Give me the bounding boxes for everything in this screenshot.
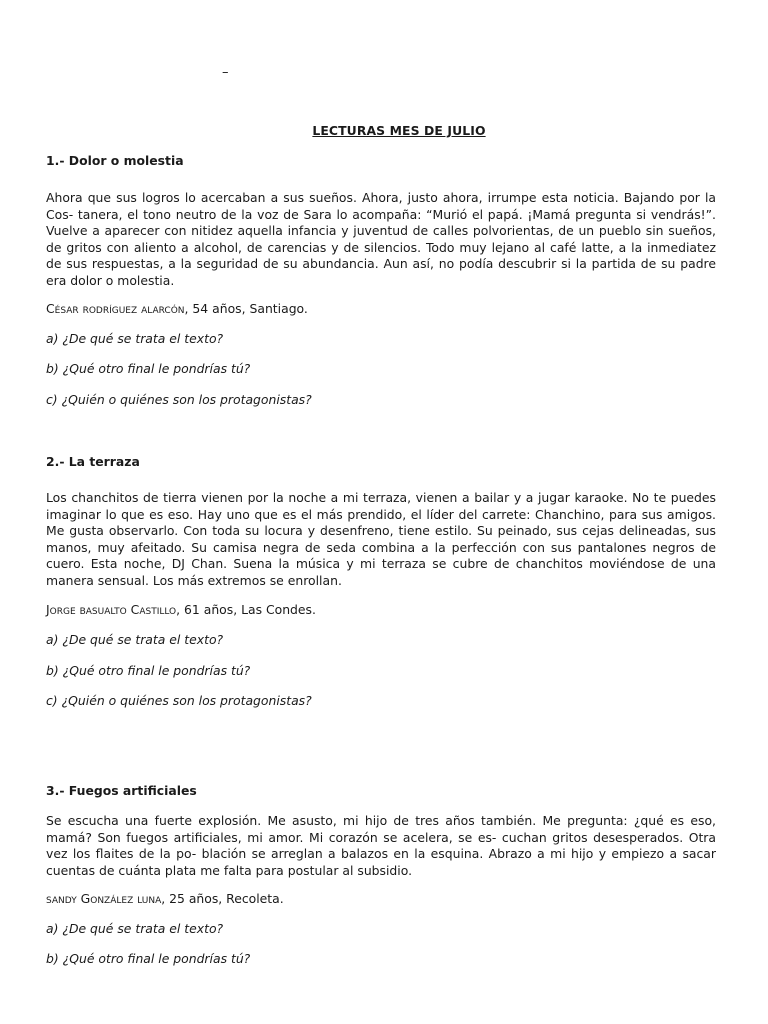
section-1-question-a: a) ¿De qué se trata el texto? (46, 331, 224, 346)
section-1-author-name: César rodríguez alarcón (46, 301, 185, 316)
section-2-author-name: Jorge basualto Castillo (46, 602, 177, 617)
document-title: LECTURAS MES DE JULIO (312, 123, 486, 138)
section-3-question-a: a) ¿De qué se trata el texto? (46, 921, 224, 936)
section-2-body: Los chanchitos de tierra vienen por la noche a mi terraza, vienen a bailar y a jugar karaoke. No te puedes imaginar lo que es eso. Hay uno que es el más prendido, el líder del carrete: Chanchino, para sus amigos. Me gusta observarlo. Con toda su locura y desenfreno, tiene estilo. Su peinado, sus cejas delineadas, sus manos, muy afeitado. Su camisa negra de seda combina a la perfección con sus pantalones negros de cuero. Esta noche, DJ Chan. Suena la música y mi terraza se cubre de chanchitos moviéndose de una manera sensual. Los más extremos se enrollan. (46, 490, 716, 588)
section-3-question-b: b) ¿Qué otro final le pondrías tú? (46, 951, 251, 966)
section-3-author-name: sandy González luna (46, 891, 162, 906)
section-2-question-b: b) ¿Qué otro final le pondrías tú? (46, 663, 251, 678)
section-3-body: Se escucha una fuerte explosión. Me asusto, mi hijo de tres años también. Me pregunta: ¿qué es eso, mamá? Son fuegos artificiales, mi amor. Mi corazón se acelera, se es- cuchan gritos desesperados. Otra vez los flaites de la po- blación se arreglan a balazos en la esquina. Abrazo a mi hijo y empiezo a sacar cuentas de cuánta plata me falta para postular al subsidio. (46, 813, 716, 878)
document-page (46, 0, 716, 1024)
section-2-question-c: c) ¿Quién o quiénes son los protagonistas? (46, 693, 312, 708)
section-3-author (46, 891, 284, 907)
section-1-question-c: c) ¿Quién o quiénes son los protagonistas? (46, 392, 312, 407)
stray-dash-mark: – (222, 65, 229, 80)
section-2-author (46, 602, 316, 618)
section-1-body: Ahora que sus logros lo acercaban a sus sueños. Ahora, justo ahora, irrumpe esta noticia. Bajando por la Cos- tanera, el tono neutro de la voz de Sara lo acompaña: “Murió el papá. ¡Mamá pregunta si vendrás!”. Vuelve a aparecer con nitidez aquella infancia y juventud de calles polvorientas, de un pueblo sin sueños, de gritos con aliento a alcohol, de carencias y de silencios. Todo muy lejano al café latte, a la inmediatez de sus respuestas, a la seguridad de su abundancia. Aun así, no podía descubrir si la partida de su padre era dolor o molestia. (46, 190, 716, 288)
section-2-author-details: , 61 años, Las Condes. (176, 602, 316, 617)
section-3-heading: 3.- Fuegos artificiales (46, 783, 197, 798)
section-1-question-b: b) ¿Qué otro final le pondrías tú? (46, 361, 251, 376)
section-2-question-a: a) ¿De qué se trata el texto? (46, 632, 224, 647)
section-2-heading: 2.- La terraza (46, 454, 140, 469)
section-1-author-details: , 54 años, Santiago. (184, 301, 308, 316)
section-1-author (46, 301, 308, 317)
section-1-heading: 1.- Dolor o molestia (46, 153, 184, 168)
section-3-author-details: , 25 años, Recoleta. (161, 891, 284, 906)
